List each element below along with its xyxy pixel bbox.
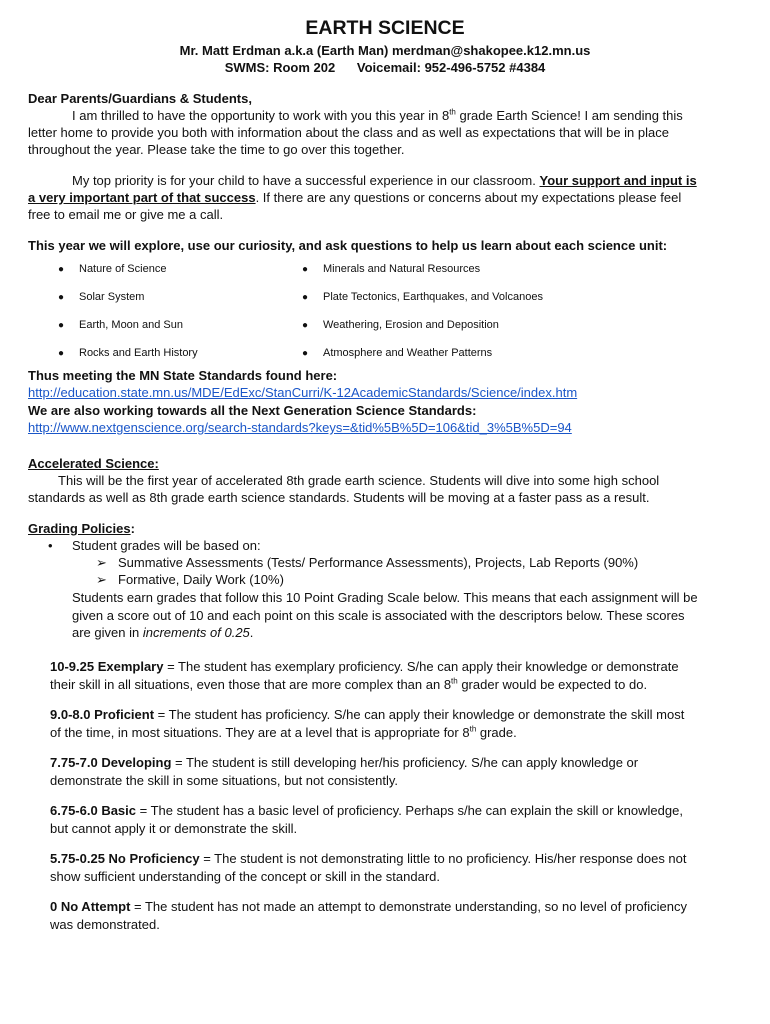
bullet-icon: ● xyxy=(302,348,309,359)
bullet-icon: ● xyxy=(58,348,65,359)
level-desc: = The student is not demonstrating little to no proficiency. His/her response does not xyxy=(199,851,687,866)
unit-item-right-1 xyxy=(302,261,308,279)
page-title: EARTH SCIENCE xyxy=(305,17,465,39)
p2-emphasis-2: a very important part of that success xyxy=(28,190,256,205)
level-label: 6.75-6.0 Basic xyxy=(50,803,137,818)
p2-emphasis-1: Your support and input is xyxy=(539,173,697,188)
unit-label: Solar System xyxy=(79,291,145,303)
level-desc: = The student has proficiency. S/he can apply their knowledge or demonstrate the skill most xyxy=(154,707,685,722)
unit-item-left-4 xyxy=(58,345,64,363)
p1-text-b: grade Earth Science! I am sending this xyxy=(455,108,683,123)
paragraph-1-line-1 xyxy=(72,107,683,125)
p2-text-b: . If there are any questions or concerns about my expectations please feel xyxy=(255,190,682,205)
p2-text-a: My top priority is for your child to have a successful experience in our classroom. xyxy=(72,173,540,188)
level-proficient-line-2 xyxy=(50,724,517,742)
level-basic-line-1 xyxy=(50,802,683,820)
units-heading: This year we will explore, use our curiosity, and ask questions to help us learn about each science unit: xyxy=(28,238,668,253)
ngss-link[interactable]: http://www.nextgenscience.org/search-standards?keys=&tid%5B%5D=106&tid_3%5B%5D=94 xyxy=(28,420,572,435)
level-label: 0 No Attempt xyxy=(50,899,131,914)
unit-item-right-2 xyxy=(302,289,308,307)
unit-item-left-2 xyxy=(58,289,64,307)
ngss-heading: We are also working towards all the Next Generation Science Standards: xyxy=(28,403,477,418)
unit-item-left-1 xyxy=(58,261,64,279)
teacher-contact-line: Mr. Matt Erdman a.k.a (Earth Man) merdman@shakopee.k12.mn.us xyxy=(179,43,591,58)
unit-label: Weathering, Erosion and Deposition xyxy=(323,319,499,331)
scale-period: . xyxy=(249,625,254,640)
grading-scale-line-1: Students earn grades that follow this 10 Point Grading Scale below. This means that each assignment will be xyxy=(72,590,698,605)
level-desc: grade. xyxy=(476,725,517,740)
mn-standards-heading: Thus meeting the MN State Standards found here: xyxy=(28,368,338,383)
grading-scale-line-3 xyxy=(72,624,253,642)
level-desc: = The student has exemplary proficiency. S/he can apply their knowledge or demonstrate xyxy=(163,659,679,674)
level-no-proficiency-line-1 xyxy=(50,850,687,868)
unit-label: Plate Tectonics, Earthquakes, and Volcanoes xyxy=(323,291,543,303)
level-no-attempt-line-1 xyxy=(50,898,687,916)
level-basic-line-2: but cannot apply it or demonstrate the skill. xyxy=(50,821,298,836)
p1-superscript: th xyxy=(449,107,456,117)
bullet-icon: ● xyxy=(58,320,65,331)
level-label: 5.75-0.25 No Proficiency xyxy=(50,851,200,866)
paragraph-2-line-2 xyxy=(28,189,681,207)
level-exemplary-line-1 xyxy=(50,658,679,676)
paragraph-1-line-2: letter home to provide you both with information about the class and as well as expectations that will be in place xyxy=(28,125,669,140)
level-developing-line-1 xyxy=(50,754,638,772)
level-exemplary-line-2 xyxy=(50,676,647,694)
scale-text: are given in xyxy=(72,625,143,640)
unit-label: Nature of Science xyxy=(79,263,167,275)
room-text: SWMS: Room 202 xyxy=(224,60,336,75)
voicemail-text: Voicemail: 952-496-5752 #4384 xyxy=(356,60,546,75)
paragraph-1-line-3: throughout the year. Please take the time to go over this together. xyxy=(28,142,405,157)
level-sup: th xyxy=(451,676,458,686)
paragraph-2-line-3: free to email me or give me a call. xyxy=(28,207,224,222)
salutation: Dear Parents/Guardians & Students, xyxy=(28,91,252,106)
level-label: 9.0-8.0 Proficient xyxy=(50,707,155,722)
unit-item-left-3 xyxy=(58,317,64,335)
unit-label: Rocks and Earth History xyxy=(79,347,198,359)
unit-label: Earth, Moon and Sun xyxy=(79,319,183,331)
unit-label: Minerals and Natural Resources xyxy=(323,263,481,275)
level-desc: of the time, in most situations. They are at a level that is appropriate for 8 xyxy=(50,725,470,740)
level-sup: th xyxy=(469,724,477,734)
level-desc: = The student is still developing her/his proficiency. S/he can apply knowledge or xyxy=(171,755,639,770)
level-developing-line-2: demonstrate the skill in some situations, but not consistently. xyxy=(50,773,399,788)
scale-increments: increments of 0.25 xyxy=(142,625,250,640)
p1-text-a: I am thrilled to have the opportunity to work with you this year in 8 xyxy=(72,108,450,123)
grading-heading-text: Grading Policies xyxy=(28,521,131,536)
level-proficient-line-1 xyxy=(50,706,684,724)
bullet-icon: ● xyxy=(58,292,65,303)
paragraph-2-line-1 xyxy=(72,172,697,190)
mn-standards-link[interactable]: http://education.state.mn.us/MDE/EdExc/StanCurri/K-12AcademicStandards/Science/index.htm xyxy=(28,385,578,400)
level-desc: = The student has a basic level of proficiency. Perhaps s/he can explain the skill or knowledge, xyxy=(136,803,683,818)
accelerated-line-2: standards as well as 8th grade earth science standards. Students will be moving at a faster pass as a result. xyxy=(28,490,650,505)
level-label: 7.75-7.0 Developing xyxy=(50,755,172,770)
level-no-attempt-line-2: was demonstrated. xyxy=(50,917,160,932)
bullet-icon: ● xyxy=(58,264,65,275)
grades-based-on: Student grades will be based on: xyxy=(72,538,261,553)
accelerated-heading: Accelerated Science: xyxy=(28,456,159,471)
unit-label: Atmosphere and Weather Patterns xyxy=(323,347,493,359)
unit-item-right-4 xyxy=(302,345,308,363)
arrow-bullet-icon: ➢ xyxy=(96,555,107,570)
level-no-proficiency-line-2: show sufficient understanding of the concept or skill in the standard. xyxy=(50,869,440,884)
arrow-bullet-icon: ➢ xyxy=(96,572,107,587)
bullet-icon: • xyxy=(48,538,53,553)
summative-item: Summative Assessments (Tests/ Performance Assessments), Projects, Lab Reports (90%) xyxy=(118,555,639,570)
bullet-icon: ● xyxy=(302,320,309,331)
room-voicemail-line xyxy=(0,59,770,77)
bullet-icon: ● xyxy=(302,264,309,275)
unit-item-right-3 xyxy=(302,317,308,335)
level-desc: their skill in all situations, even those that are more complex than an 8 xyxy=(50,677,452,692)
accelerated-line-1: This will be the first year of accelerated 8th grade earth science. Students will dive into some high school xyxy=(58,473,660,488)
formative-item: Formative, Daily Work (10%) xyxy=(118,572,284,587)
level-label: 10-9.25 Exemplary xyxy=(50,659,164,674)
grading-scale-line-2: given a score out of 10 and each point on this scale is associated with the descriptors below. These scores xyxy=(72,608,685,623)
grading-heading xyxy=(28,520,135,538)
level-desc: grader would be expected to do. xyxy=(457,677,648,692)
grading-heading-colon: : xyxy=(130,521,135,536)
level-desc: = The student has not made an attempt to demonstrate understanding, so no level of proficiency xyxy=(130,899,687,914)
bullet-icon: ● xyxy=(302,292,309,303)
